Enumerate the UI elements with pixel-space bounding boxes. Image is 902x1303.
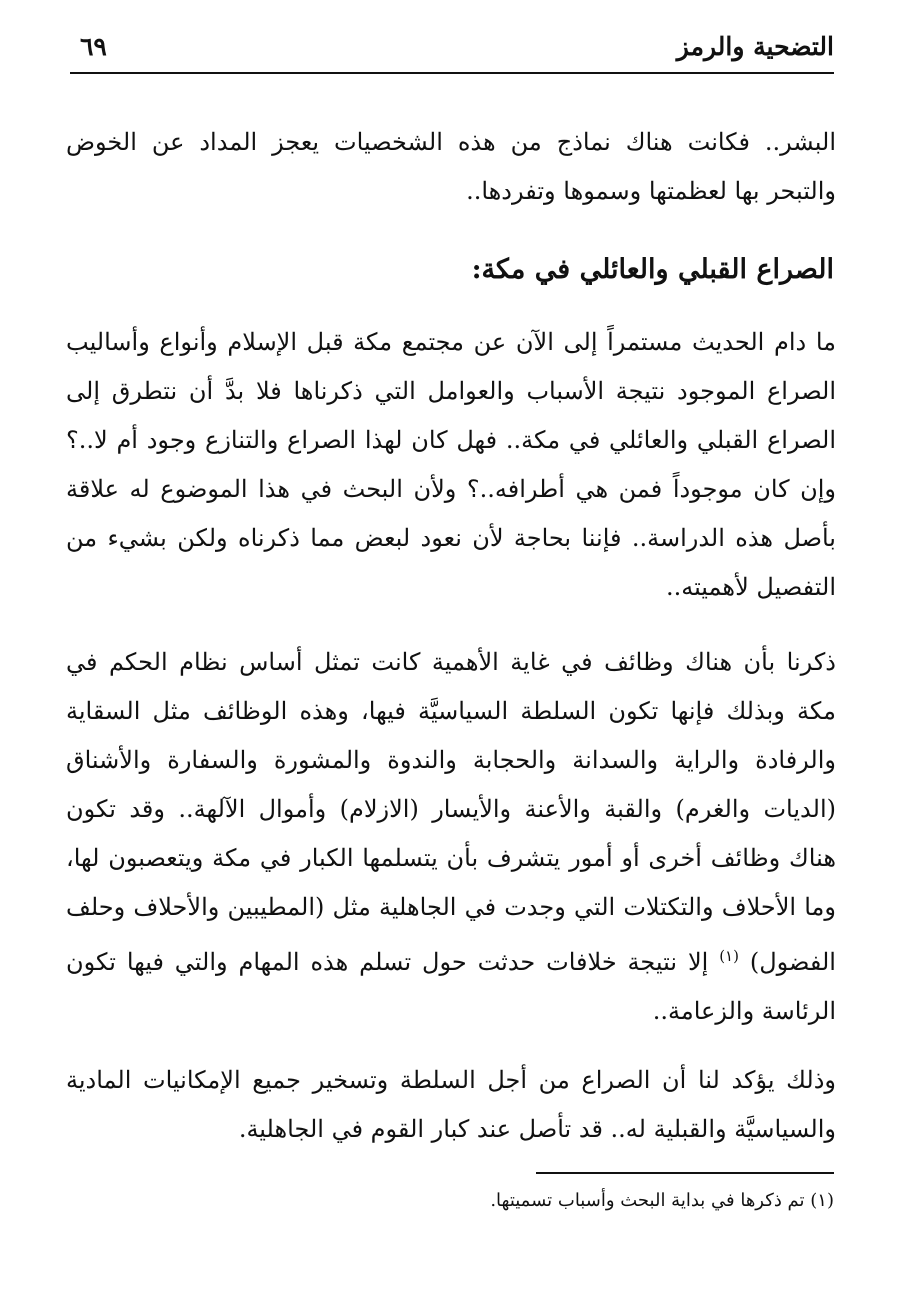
paragraph-text-part1: ذكرنا بأن هناك وظائف في غاية الأهمية كانت تمثل أساس نظام الحكم في مكة وبذلك فإنها تكون السلطة السياسيَّة فيها، وهذه الوظائف مثل السقاية والرفادة والراية والسدانة والحجابة والندوة والمشورة والسفارة والأشناق (الديات والغرم) والقبة والأعنة والأيسار (الازلام) وأموال الآلهة.. وقد تكون هناك وظائف أخرى أو أمور يتشرف بأن يتسلمها الكبار في مكة ويتعصبون لها، وما الأحلاف والتكتلات التي وجدت في الجاهلية مثل (المطيبين والأحلاف وحلف الفضول) [66, 648, 836, 976]
paragraph-text: ما دام الحديث مستمراً إلى الآن عن مجتمع مكة قبل الإسلام وأنواع وأساليب الصراع الموجود نتيجة الأسباب والعوامل التي ذكرناها فلا بدَّ أن نتطرق إلى الصراع القبلي والعائلي في مكة.. فهل كان لهذا الصراع والتنازع وجود أم لا..؟ وإن كان موجوداً فمن هي أطرافه..؟ ولأن البحث في هذا الموضوع له علاقة بأصل هذه الدراسة.. فإننا بحاجة لأن نعود لبعض مما ذكرناه ولكن بشيء من التفصيل لأهميته.. [66, 328, 836, 601]
header-rule [70, 72, 834, 74]
paragraph-2 [66, 638, 836, 1036]
paragraph-1 [66, 318, 836, 612]
running-title: التضحية والرمز [676, 32, 834, 61]
paragraph-intro [66, 118, 836, 216]
paragraph-text [66, 638, 836, 1036]
paragraph-3 [66, 1056, 836, 1154]
footnote: (١) تم ذكرها في بداية البحث وأسباب تسميتها. [490, 1190, 834, 1211]
paragraph-text: وذلك يؤكد لنا أن الصراع من أجل السلطة وتسخير جميع الإمكانيات المادية والسياسيَّة والقبلية له.. قد تأصل عند كبار القوم في الجاهلية. [66, 1066, 836, 1143]
page-number: ٦٩ [80, 32, 107, 61]
paragraph-text-part2: إلا نتيجة خلافات حدثت حول تسلم هذه المهام والتي فيها تكون الرئاسة والزعامة.. [66, 948, 836, 1025]
page-header [70, 30, 834, 70]
section-heading: الصراع القبلي والعائلي في مكة: [471, 254, 834, 285]
footnote-marker: (١) [719, 947, 739, 965]
footnote-rule [536, 1172, 834, 1174]
paragraph-text: البشر.. فكانت هناك نماذج من هذه الشخصيات يعجز المداد عن الخوض والتبحر بها لعظمتها وسموها وتفردها.. [66, 128, 836, 205]
